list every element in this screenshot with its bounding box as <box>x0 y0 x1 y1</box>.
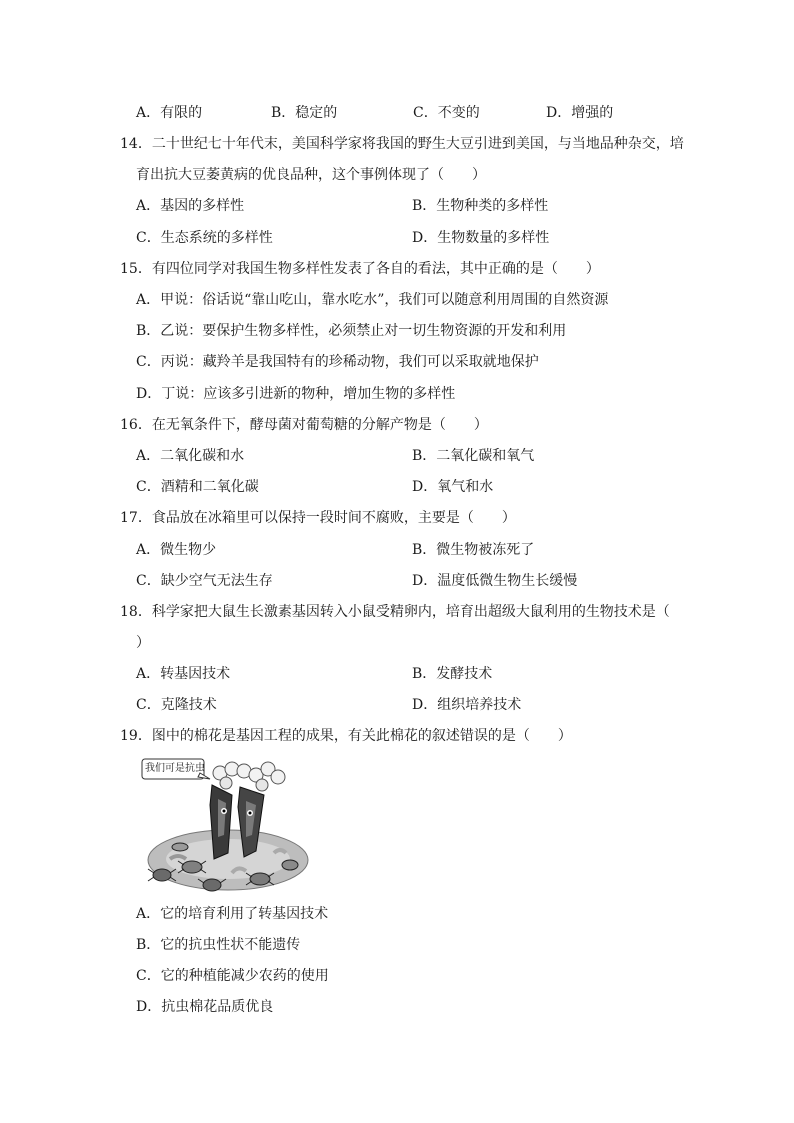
option-b: B．二氧化碳和氧气 <box>412 448 535 464</box>
option-d: D．温度低微生物生长缓慢 <box>412 573 578 589</box>
option-b: B．乙说：要保护生物多样性，必须禁止对一切生物资源的开发和利用 <box>136 323 567 339</box>
option-d: D．增强的 <box>546 105 614 121</box>
option-a: A．基因的多样性 <box>136 198 245 214</box>
question-stem: 19．图中的棉花是基因工程的成果，有关此棉花的叙述错误的是（ ） <box>120 728 572 744</box>
option-b: B．微生物被冻死了 <box>412 542 535 558</box>
option-c: C．克隆技术 <box>136 697 217 713</box>
option-c: C．酒精和二氧化碳 <box>136 479 259 495</box>
option-d: D．丁说：应该多引进新的物种，增加生物的多样性 <box>136 386 456 402</box>
cotton-figure <box>140 755 310 895</box>
option-a: A．二氧化碳和水 <box>136 448 245 464</box>
option-a: A．甲说：俗话说“靠山吃山，靠水吃水”，我们可以随意利用周围的自然资源 <box>136 292 609 308</box>
option-d: D．组织培养技术 <box>412 697 522 713</box>
option-c: C．不变的 <box>413 105 480 121</box>
cotton-illustration <box>140 755 310 895</box>
option-b: B．它的抗虫性状不能遗传 <box>136 937 301 953</box>
question-stem: 18．科学家把大鼠生长激素基因转入小鼠受精卵内，培育出超级大鼠利用的生物技术是（ <box>120 604 670 620</box>
option-c: C．丙说：藏羚羊是我国特有的珍稀动物，我们可以采取就地保护 <box>136 354 539 370</box>
option-c: C．它的种植能减少农药的使用 <box>136 968 329 984</box>
option-d: D．抗虫棉花品质优良 <box>136 999 274 1015</box>
speech-bubble-text: 我们可是抗虫 <box>145 763 205 774</box>
option-a: A．转基因技术 <box>136 666 231 682</box>
question-stem: 16．在无氧条件下，酵母菌对葡萄糖的分解产物是（ ） <box>120 417 488 433</box>
option-a: A．它的培育利用了转基因技术 <box>136 906 329 922</box>
question-stem: 17．食品放在冰箱里可以保持一段时间不腐败，主要是（ ） <box>120 510 516 526</box>
option-a: A．有限的 <box>136 105 203 121</box>
option-d: D．生物数量的多样性 <box>412 230 550 246</box>
option-b: B．发酵技术 <box>412 666 493 682</box>
option-b: B．稳定的 <box>271 105 338 121</box>
option-c: C．缺少空气无法生存 <box>136 573 273 589</box>
option-a: A．微生物少 <box>136 542 217 558</box>
option-d: D．氧气和水 <box>412 479 494 495</box>
option-b: B．生物种类的多样性 <box>412 198 549 214</box>
question-stem: 15．有四位同学对我国生物多样性发表了各自的看法，其中正确的是（ ） <box>120 261 600 277</box>
question-stem: 14．二十世纪七十年代末，美国科学家将我国的野生大豆引进到美国，与当地品种杂交，培 <box>120 136 684 152</box>
question-stem: 育出抗大豆萎黄病的优良品种，这个事例体现了（ ） <box>136 167 486 183</box>
option-c: C．生态系统的多样性 <box>136 230 273 246</box>
question-stem: ） <box>136 635 150 651</box>
